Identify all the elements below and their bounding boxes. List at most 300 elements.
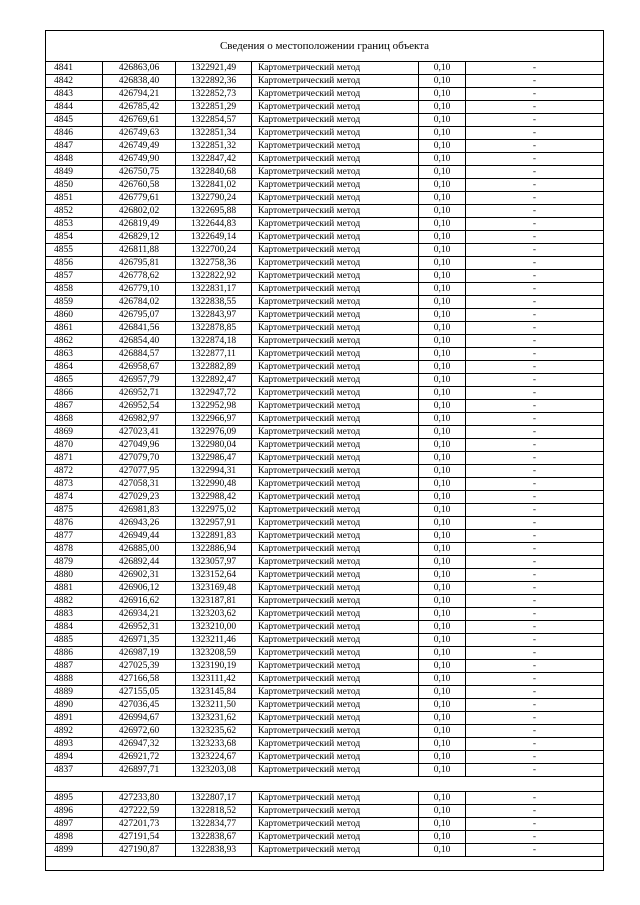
y-coordinate-cell: 1322980,04 (176, 439, 252, 452)
y-coordinate-cell: 1323231,62 (176, 712, 252, 725)
description-cell: - (466, 335, 604, 348)
method-cell: Картометрический метод (252, 192, 419, 205)
y-coordinate-cell: 1322966,97 (176, 413, 252, 426)
method-cell: Картометрический метод (252, 361, 419, 374)
description-cell: - (466, 621, 604, 634)
point-number-cell: 4869 (46, 426, 103, 439)
x-coordinate-cell: 426958,67 (103, 361, 176, 374)
point-number-cell: 4892 (46, 725, 103, 738)
y-coordinate-cell: 1322758,36 (176, 257, 252, 270)
method-cell: Картометрический метод (252, 88, 419, 101)
y-coordinate-cell: 1323111,42 (176, 673, 252, 686)
point-number-cell: 4896 (46, 805, 103, 818)
description-cell: - (466, 844, 604, 857)
accuracy-cell: 0,10 (419, 831, 466, 844)
point-number-cell: 4890 (46, 699, 103, 712)
table-row (46, 844, 603, 857)
table-row (46, 192, 603, 205)
coordinates-table (46, 62, 603, 777)
y-coordinate-cell: 1322988,42 (176, 491, 252, 504)
method-cell: Картометрический метод (252, 400, 419, 413)
description-cell: - (466, 452, 604, 465)
table-row (46, 452, 603, 465)
table-row (46, 465, 603, 478)
method-cell: Картометрический метод (252, 569, 419, 582)
point-number-cell: 4854 (46, 231, 103, 244)
point-number-cell: 4852 (46, 205, 103, 218)
y-coordinate-cell: 1322838,55 (176, 296, 252, 309)
table-row (46, 699, 603, 712)
table-row (46, 413, 603, 426)
description-cell: - (466, 257, 604, 270)
accuracy-cell: 0,10 (419, 844, 466, 857)
point-number-cell: 4885 (46, 634, 103, 647)
accuracy-cell: 0,10 (419, 647, 466, 660)
accuracy-cell: 0,10 (419, 296, 466, 309)
description-cell: - (466, 818, 604, 831)
point-number-cell: 4886 (46, 647, 103, 660)
x-coordinate-cell: 426750,75 (103, 166, 176, 179)
point-number-cell: 4846 (46, 127, 103, 140)
table-row (46, 296, 603, 309)
method-cell: Картометрический метод (252, 699, 419, 712)
point-number-cell: 4873 (46, 478, 103, 491)
table-row (46, 764, 603, 777)
x-coordinate-cell: 427155,05 (103, 686, 176, 699)
accuracy-cell: 0,10 (419, 426, 466, 439)
description-cell: - (466, 699, 604, 712)
point-number-cell: 4898 (46, 831, 103, 844)
accuracy-cell: 0,10 (419, 179, 466, 192)
accuracy-cell: 0,10 (419, 439, 466, 452)
accuracy-cell: 0,10 (419, 725, 466, 738)
description-cell: - (466, 686, 604, 699)
x-coordinate-cell: 426885,00 (103, 543, 176, 556)
method-cell: Картометрический метод (252, 283, 419, 296)
point-number-cell: 4888 (46, 673, 103, 686)
method-cell: Картометрический метод (252, 309, 419, 322)
method-cell: Картометрический метод (252, 166, 419, 179)
point-number-cell: 4877 (46, 530, 103, 543)
description-cell: - (466, 478, 604, 491)
method-cell: Картометрический метод (252, 114, 419, 127)
point-number-cell: 4874 (46, 491, 103, 504)
y-coordinate-cell: 1322851,29 (176, 101, 252, 114)
y-coordinate-cell: 1322957,91 (176, 517, 252, 530)
table-row (46, 75, 603, 88)
accuracy-cell: 0,10 (419, 582, 466, 595)
accuracy-cell: 0,10 (419, 309, 466, 322)
description-cell: - (466, 517, 604, 530)
table-row (46, 660, 603, 673)
y-coordinate-cell: 1322649,14 (176, 231, 252, 244)
accuracy-cell: 0,10 (419, 374, 466, 387)
y-coordinate-cell: 1322975,02 (176, 504, 252, 517)
table-row (46, 387, 603, 400)
method-cell: Картометрический метод (252, 62, 419, 75)
description-cell: - (466, 127, 604, 140)
accuracy-cell: 0,10 (419, 504, 466, 517)
table-row (46, 153, 603, 166)
x-coordinate-cell: 426972,60 (103, 725, 176, 738)
description-cell: - (466, 179, 604, 192)
accuracy-cell: 0,10 (419, 166, 466, 179)
x-coordinate-cell: 426921,72 (103, 751, 176, 764)
description-cell: - (466, 166, 604, 179)
method-cell: Картометрический метод (252, 543, 419, 556)
y-coordinate-cell: 1323224,67 (176, 751, 252, 764)
point-number-cell: 4870 (46, 439, 103, 452)
method-cell: Картометрический метод (252, 335, 419, 348)
description-cell: - (466, 413, 604, 426)
accuracy-cell: 0,10 (419, 127, 466, 140)
description-cell: - (466, 244, 604, 257)
accuracy-cell: 0,10 (419, 608, 466, 621)
x-coordinate-cell: 426947,32 (103, 738, 176, 751)
x-coordinate-cell: 426952,31 (103, 621, 176, 634)
description-cell: - (466, 296, 604, 309)
description-cell: - (466, 712, 604, 725)
method-cell: Картометрический метод (252, 634, 419, 647)
x-coordinate-cell: 427023,41 (103, 426, 176, 439)
description-cell: - (466, 465, 604, 478)
method-cell: Картометрический метод (252, 504, 419, 517)
description-cell: - (466, 426, 604, 439)
x-coordinate-cell: 427233,80 (103, 792, 176, 805)
x-coordinate-cell: 426987,19 (103, 647, 176, 660)
y-coordinate-cell: 1323211,46 (176, 634, 252, 647)
description-cell: - (466, 608, 604, 621)
method-cell: Картометрический метод (252, 751, 419, 764)
table-row (46, 218, 603, 231)
accuracy-cell: 0,10 (419, 231, 466, 244)
table-row (46, 621, 603, 634)
method-cell: Картометрический метод (252, 270, 419, 283)
method-cell: Картометрический метод (252, 491, 419, 504)
table-row (46, 166, 603, 179)
method-cell: Картометрический метод (252, 322, 419, 335)
method-cell: Картометрический метод (252, 712, 419, 725)
point-number-cell: 4845 (46, 114, 103, 127)
table-row (46, 712, 603, 725)
table-row (46, 231, 603, 244)
description-cell: - (466, 738, 604, 751)
description-cell: - (466, 556, 604, 569)
x-coordinate-cell: 426760,58 (103, 179, 176, 192)
method-cell: Картометрический метод (252, 556, 419, 569)
description-cell: - (466, 805, 604, 818)
table-row (46, 805, 603, 818)
x-coordinate-cell: 426934,21 (103, 608, 176, 621)
x-coordinate-cell: 426779,61 (103, 192, 176, 205)
table-row (46, 270, 603, 283)
table-row (46, 491, 603, 504)
table-row (46, 517, 603, 530)
point-number-cell: 4853 (46, 218, 103, 231)
x-coordinate-cell: 426802,02 (103, 205, 176, 218)
y-coordinate-cell: 1322851,34 (176, 127, 252, 140)
x-coordinate-cell: 426749,90 (103, 153, 176, 166)
y-coordinate-cell: 1322831,17 (176, 283, 252, 296)
point-number-cell: 4871 (46, 452, 103, 465)
point-number-cell: 4848 (46, 153, 103, 166)
accuracy-cell: 0,10 (419, 465, 466, 478)
point-number-cell: 4883 (46, 608, 103, 621)
description-cell: - (466, 270, 604, 283)
y-coordinate-cell: 1322952,98 (176, 400, 252, 413)
y-coordinate-cell: 1322882,89 (176, 361, 252, 374)
point-number-cell: 4872 (46, 465, 103, 478)
description-cell: - (466, 530, 604, 543)
point-number-cell: 4894 (46, 751, 103, 764)
x-coordinate-cell: 427025,39 (103, 660, 176, 673)
y-coordinate-cell: 1322892,47 (176, 374, 252, 387)
x-coordinate-cell: 426784,02 (103, 296, 176, 309)
y-coordinate-cell: 1322886,94 (176, 543, 252, 556)
table-row (46, 686, 603, 699)
accuracy-cell: 0,10 (419, 452, 466, 465)
point-number-cell: 4897 (46, 818, 103, 831)
description-cell: - (466, 569, 604, 582)
description-cell: - (466, 361, 604, 374)
y-coordinate-cell: 1323145,84 (176, 686, 252, 699)
x-coordinate-cell: 426795,81 (103, 257, 176, 270)
table-row (46, 556, 603, 569)
y-coordinate-cell: 1323203,62 (176, 608, 252, 621)
x-coordinate-cell: 426779,10 (103, 283, 176, 296)
description-cell: - (466, 491, 604, 504)
method-cell: Картометрический метод (252, 452, 419, 465)
point-number-cell: 4849 (46, 166, 103, 179)
x-coordinate-cell: 426778,62 (103, 270, 176, 283)
accuracy-cell: 0,10 (419, 413, 466, 426)
y-coordinate-cell: 1322892,36 (176, 75, 252, 88)
x-coordinate-cell: 426952,54 (103, 400, 176, 413)
y-coordinate-cell: 1322878,85 (176, 322, 252, 335)
point-number-cell: 4880 (46, 569, 103, 582)
method-cell: Картометрический метод (252, 805, 419, 818)
point-number-cell: 4882 (46, 595, 103, 608)
description-cell: - (466, 140, 604, 153)
y-coordinate-cell: 1323210,00 (176, 621, 252, 634)
point-number-cell: 4887 (46, 660, 103, 673)
table-row (46, 426, 603, 439)
accuracy-cell: 0,10 (419, 153, 466, 166)
y-coordinate-cell: 1323235,62 (176, 725, 252, 738)
point-number-cell: 4851 (46, 192, 103, 205)
point-number-cell: 4878 (46, 543, 103, 556)
y-coordinate-cell: 1323152,64 (176, 569, 252, 582)
method-cell: Картометрический метод (252, 478, 419, 491)
y-coordinate-cell: 1322877,11 (176, 348, 252, 361)
method-cell: Картометрический метод (252, 179, 419, 192)
coordinates-table-body-main (46, 62, 603, 777)
x-coordinate-cell: 426749,63 (103, 127, 176, 140)
accuracy-cell: 0,10 (419, 62, 466, 75)
coordinates-table-body-extra (46, 792, 603, 857)
point-number-cell: 4841 (46, 62, 103, 75)
x-coordinate-cell: 426982,97 (103, 413, 176, 426)
y-coordinate-cell: 1322700,24 (176, 244, 252, 257)
point-number-cell: 4881 (46, 582, 103, 595)
point-number-cell: 4889 (46, 686, 103, 699)
description-cell: - (466, 792, 604, 805)
table-row (46, 595, 603, 608)
x-coordinate-cell: 426749,49 (103, 140, 176, 153)
table-row (46, 647, 603, 660)
method-cell: Картометрический метод (252, 517, 419, 530)
point-number-cell: 4891 (46, 712, 103, 725)
y-coordinate-cell: 1323187,81 (176, 595, 252, 608)
y-coordinate-cell: 1322847,42 (176, 153, 252, 166)
x-coordinate-cell: 426785,42 (103, 101, 176, 114)
table-row (46, 205, 603, 218)
point-number-cell: 4875 (46, 504, 103, 517)
method-cell: Картометрический метод (252, 231, 419, 244)
x-coordinate-cell: 427191,54 (103, 831, 176, 844)
point-number-cell: 4855 (46, 244, 103, 257)
table-row (46, 569, 603, 582)
point-number-cell: 4864 (46, 361, 103, 374)
method-cell: Картометрический метод (252, 660, 419, 673)
y-coordinate-cell: 1323233,68 (176, 738, 252, 751)
table-row (46, 478, 603, 491)
accuracy-cell: 0,10 (419, 192, 466, 205)
method-cell: Картометрический метод (252, 296, 419, 309)
table-row (46, 400, 603, 413)
point-number-cell: 4850 (46, 179, 103, 192)
x-coordinate-cell: 427036,45 (103, 699, 176, 712)
y-coordinate-cell: 1322986,47 (176, 452, 252, 465)
point-number-cell: 4876 (46, 517, 103, 530)
table-row (46, 738, 603, 751)
x-coordinate-cell: 426897,71 (103, 764, 176, 777)
y-coordinate-cell: 1322838,67 (176, 831, 252, 844)
table-row (46, 792, 603, 805)
description-cell: - (466, 595, 604, 608)
description-cell: - (466, 205, 604, 218)
x-coordinate-cell: 426829,12 (103, 231, 176, 244)
accuracy-cell: 0,10 (419, 764, 466, 777)
method-cell: Картометрический метод (252, 348, 419, 361)
x-coordinate-cell: 427190,87 (103, 844, 176, 857)
y-coordinate-cell: 1322818,52 (176, 805, 252, 818)
y-coordinate-cell: 1322990,48 (176, 478, 252, 491)
table-row (46, 818, 603, 831)
table-row (46, 244, 603, 257)
method-cell: Картометрический метод (252, 387, 419, 400)
point-number-cell: 4868 (46, 413, 103, 426)
y-coordinate-cell: 1322874,18 (176, 335, 252, 348)
point-number-cell: 4863 (46, 348, 103, 361)
point-number-cell: 4899 (46, 844, 103, 857)
method-cell: Картометрический метод (252, 140, 419, 153)
method-cell: Картометрический метод (252, 218, 419, 231)
accuracy-cell: 0,10 (419, 283, 466, 296)
method-cell: Картометрический метод (252, 738, 419, 751)
method-cell: Картометрический метод (252, 818, 419, 831)
accuracy-cell: 0,10 (419, 101, 466, 114)
description-cell: - (466, 374, 604, 387)
x-coordinate-cell: 426916,62 (103, 595, 176, 608)
method-cell: Картометрический метод (252, 101, 419, 114)
accuracy-cell: 0,10 (419, 621, 466, 634)
accuracy-cell: 0,10 (419, 218, 466, 231)
point-number-cell: 4844 (46, 101, 103, 114)
table-row (46, 309, 603, 322)
point-number-cell: 4856 (46, 257, 103, 270)
y-coordinate-cell: 1322838,93 (176, 844, 252, 857)
table-row (46, 582, 603, 595)
x-coordinate-cell: 426794,21 (103, 88, 176, 101)
table-row (46, 127, 603, 140)
point-number-cell: 4865 (46, 374, 103, 387)
x-coordinate-cell: 427058,31 (103, 478, 176, 491)
description-cell: - (466, 192, 604, 205)
x-coordinate-cell: 426943,26 (103, 517, 176, 530)
y-coordinate-cell: 1322841,02 (176, 179, 252, 192)
accuracy-cell: 0,10 (419, 738, 466, 751)
description-cell: - (466, 439, 604, 452)
table-row (46, 140, 603, 153)
accuracy-cell: 0,10 (419, 361, 466, 374)
description-cell: - (466, 88, 604, 101)
accuracy-cell: 0,10 (419, 751, 466, 764)
x-coordinate-cell: 426892,44 (103, 556, 176, 569)
x-coordinate-cell: 426769,61 (103, 114, 176, 127)
point-number-cell: 4842 (46, 75, 103, 88)
x-coordinate-cell: 426971,35 (103, 634, 176, 647)
point-number-cell: 4843 (46, 88, 103, 101)
method-cell: Картометрический метод (252, 647, 419, 660)
point-number-cell: 4857 (46, 270, 103, 283)
y-coordinate-cell: 1322976,09 (176, 426, 252, 439)
x-coordinate-cell: 426854,40 (103, 335, 176, 348)
description-cell: - (466, 101, 604, 114)
document-frame (45, 30, 604, 871)
table-row (46, 543, 603, 556)
x-coordinate-cell: 426841,56 (103, 322, 176, 335)
accuracy-cell: 0,10 (419, 517, 466, 530)
accuracy-cell: 0,10 (419, 257, 466, 270)
accuracy-cell: 0,10 (419, 75, 466, 88)
x-coordinate-cell: 426811,88 (103, 244, 176, 257)
point-number-cell: 4859 (46, 296, 103, 309)
description-cell: - (466, 283, 604, 296)
accuracy-cell: 0,10 (419, 634, 466, 647)
y-coordinate-cell: 1322807,17 (176, 792, 252, 805)
accuracy-cell: 0,10 (419, 699, 466, 712)
accuracy-cell: 0,10 (419, 818, 466, 831)
method-cell: Картометрический метод (252, 75, 419, 88)
accuracy-cell: 0,10 (419, 686, 466, 699)
x-coordinate-cell: 426902,31 (103, 569, 176, 582)
x-coordinate-cell: 427201,73 (103, 818, 176, 831)
accuracy-cell: 0,10 (419, 805, 466, 818)
method-cell: Картометрический метод (252, 595, 419, 608)
y-coordinate-cell: 1323203,08 (176, 764, 252, 777)
x-coordinate-cell: 427049,96 (103, 439, 176, 452)
description-cell: - (466, 387, 604, 400)
point-number-cell: 4879 (46, 556, 103, 569)
method-cell: Картометрический метод (252, 426, 419, 439)
point-number-cell: 4867 (46, 400, 103, 413)
accuracy-cell: 0,10 (419, 244, 466, 257)
table-row (46, 439, 603, 452)
table-row (46, 725, 603, 738)
accuracy-cell: 0,10 (419, 270, 466, 283)
description-cell: - (466, 400, 604, 413)
